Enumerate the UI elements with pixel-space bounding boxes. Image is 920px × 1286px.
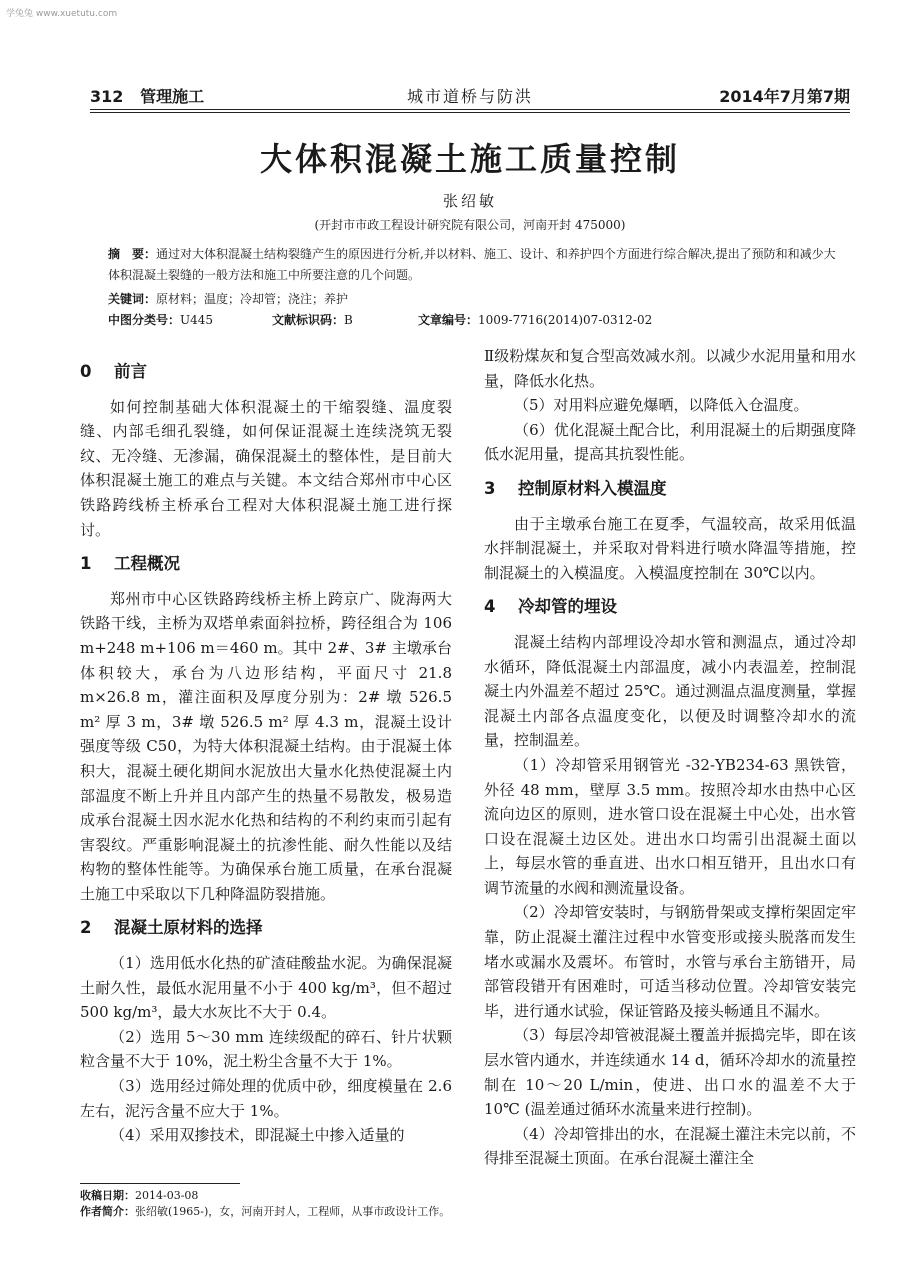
paragraph: （5）对用料应避免爆晒，以降低入仓温度。 — [514, 396, 809, 415]
paragraph: 混凝土结构内部埋设冷却水管和测温点，通过冷却水循环，降低混凝土内部温度，减小内表温差，控制混凝土内外温差不超过 25℃。通过测温点温度测量，掌握混凝土内部各点温度变化，以便及时调整冷却水的流量，控制温差。 — [484, 632, 856, 750]
footnote-rule — [80, 1183, 240, 1184]
bio-value: 张绍敏(1965-)，女，河南开封人，工程师，从事市政设计工作。 — [135, 1205, 451, 1218]
art-label: 文章编号： — [418, 313, 479, 327]
received-date — [80, 1188, 452, 1204]
paragraph: （6）优化混凝土配合比，利用混凝土的后期强度降低水泥用量，提高其抗裂性能。 — [484, 420, 856, 464]
article-number — [418, 311, 652, 328]
paragraph: （2）选用 5～30 mm 连续级配的碎石、针片状颗粒含量不大于 10%，泥土粉尘含量不大于 1%。 — [80, 1027, 452, 1071]
paragraph: （1）选用低水化热的矿渣硅酸盐水泥。为确保混凝土耐久性，最低水泥用量不小于 400 kg/m³，但不超过 500 kg/m³，最大水灰比不大于 0.4。 — [80, 954, 452, 1022]
running-header — [90, 84, 850, 108]
section-name: 管理施工 — [140, 87, 205, 106]
author-name: 张绍敏 — [442, 192, 497, 210]
keywords-text: 原材料；温度；冷却管；浇注；养护 — [156, 292, 349, 306]
section-number: 4 — [484, 597, 496, 617]
header-rule-thin — [90, 112, 850, 113]
section-number: 1 — [80, 554, 92, 574]
paragraph: 郑州市中心区铁路跨线桥主桥上跨京广、陇海两大铁路干线，主桥为双塔单索面斜拉桥，跨径组合为 106 m+248 m+106 m＝460 m。其中 2#、3# 主墩承台体积较大，承台为八边形结构，平面尺寸 21.8 m×26.8 m，灌注面积及厚度分别为：2# 墩 526.5 m² 厚 3 m，3# 墩 526.5 m² 厚 4.3 m，混凝土设计强度等级 C50，为特大体积混凝土结构。由于混凝土体积大，混凝土硬化期间水泥放出大量水化热使混凝土内部温度不断上升并且内部产生的热量不易散发，极易造成承台混凝土因水泥水化热和结构的不利约束而引起有害裂纹。严重影响混凝土的抗渗性能、耐久性能以及结构物的整体性能等。为确保承台施工质量，在承台混凝土施工中采取以下几种降温防裂措施。 — [80, 589, 452, 903]
keywords — [108, 290, 348, 307]
paragraph: （1）冷却管采用钢管光 -32-YB234-63 黑铁管，外径 48 mm，壁厚 3.5 mm。按照冷却水由热中心区流向边区的原则，进水管口设在混凝土中心处，出水管口设在混凝土边区处。进出水口均需引出混凝土面以上，每层水管的垂直进、出水口相互错开，且出水口有调节流量的水阀和测流量设备。 — [484, 755, 856, 897]
section-heading — [80, 916, 452, 941]
doc-value: B — [344, 313, 353, 327]
section-heading — [80, 552, 452, 577]
section-number: 2 — [80, 918, 92, 938]
right-column — [484, 344, 856, 1171]
art-value: 1009-7716(2014)07-0312-02 — [478, 313, 653, 327]
abstract-text: 通过对大体积混凝土结构裂缝产生的原因进行分析,并以材料、施工、设计、和养护四个方面进行综合解决,提出了预防和和减少大体积混凝土裂缝的一般方法和施工中所要注意的几个问题。 — [108, 247, 836, 282]
received-label: 收稿日期： — [80, 1189, 135, 1202]
clc-number — [108, 311, 213, 328]
section-title: 前言 — [114, 362, 147, 381]
section-heading — [484, 595, 856, 620]
bio-label: 作者简介： — [80, 1205, 135, 1218]
journal-name: 城市道桥与防洪 — [406, 87, 533, 106]
paragraph: 由于主墩承台施工在夏季，气温较高，故采用低温水拌制混凝土，并采取对骨料进行喷水降温等措施，控制混凝土的入模温度。入模温度控制在 30℃以内。 — [484, 514, 856, 582]
author-affiliation: (开封市市政工程设计研究院有限公司，河南开封 475000) — [314, 218, 626, 232]
paragraph: Ⅱ级粉煤灰和复合型高效减水剂。以减少水泥用量和用水量，降低水化热。 — [484, 347, 856, 390]
section-number: 3 — [484, 478, 496, 498]
abstract — [108, 244, 838, 286]
paragraph: （3）选用经过筛处理的优质中砂，细度模量在 2.6 左右，泥污含量不应大于 1%。 — [80, 1077, 452, 1120]
section-heading — [80, 360, 452, 385]
clc-value: U445 — [180, 313, 214, 327]
section-title: 混凝土原材料的选择 — [114, 918, 263, 938]
paragraph: （4）采用双掺技术，即混凝土中掺入适量的 — [110, 1126, 405, 1145]
doc-code — [272, 311, 353, 328]
header-rule — [90, 109, 850, 110]
paragraph: 如何控制基础大体积混凝土的干缩裂缝、温度裂缝、内部毛细孔裂缝，如何保证混凝土连续浇筑无裂纹、无冷缝、无渗漏，确保混凝土的整体性，是目前大体积混凝土施工的难点与关键。本文结合郑州市中心区铁路跨线桥主桥承台工程对大体积混凝土施工进行探讨。 — [80, 397, 452, 539]
clc-label: 中图分类号： — [108, 313, 181, 327]
doc-label: 文献标识码： — [272, 313, 345, 327]
abstract-label: 摘 要： — [108, 247, 157, 261]
paragraph: （4）冷却管排出的水，在混凝土灌注未完以前，不得排至混凝土顶面。在承台混凝土灌注全 — [484, 1124, 856, 1168]
watermark: 学兔兔 www.xuetutu.com — [6, 9, 118, 19]
paragraph: （3）每层冷却管被混凝土覆盖并振捣完毕，即在该层水管内通水，并连续通水 14 d，循环冷却水的流量控制在 10～20 L/min，使进、出口水的温差不大于 10℃ (温差通过循环水流量来进行控制)。 — [484, 1026, 856, 1119]
left-column — [80, 350, 452, 1148]
author-bio — [80, 1204, 452, 1220]
footnote — [80, 1188, 452, 1220]
paragraph: （2）冷却管安装时，与钢筋骨架或支撑桁架固定牢靠，防止混凝土灌注过程中水管变形或接头脱落而发生堵水或漏水及震坏。布管时，水管与承台主筋错开，局部管段错开有困难时，可适当移动位置。冷却管安装完毕，进行通水试验，保证管路及接头畅通且不漏水。 — [484, 903, 856, 1020]
keywords-label: 关键词： — [108, 292, 157, 306]
page-number: 312 — [90, 87, 124, 106]
issue-info: 2014年7月第7期 — [719, 87, 850, 106]
section-number: 0 — [80, 362, 92, 381]
section-title: 工程概况 — [114, 554, 180, 574]
section-title: 控制原材料入模温度 — [518, 478, 667, 498]
section-title: 冷却管的埋设 — [518, 597, 617, 617]
article-title: 大体积混凝土施工质量控制 — [259, 140, 680, 178]
section-heading — [484, 477, 856, 502]
received-value: 2014-03-08 — [135, 1189, 199, 1202]
